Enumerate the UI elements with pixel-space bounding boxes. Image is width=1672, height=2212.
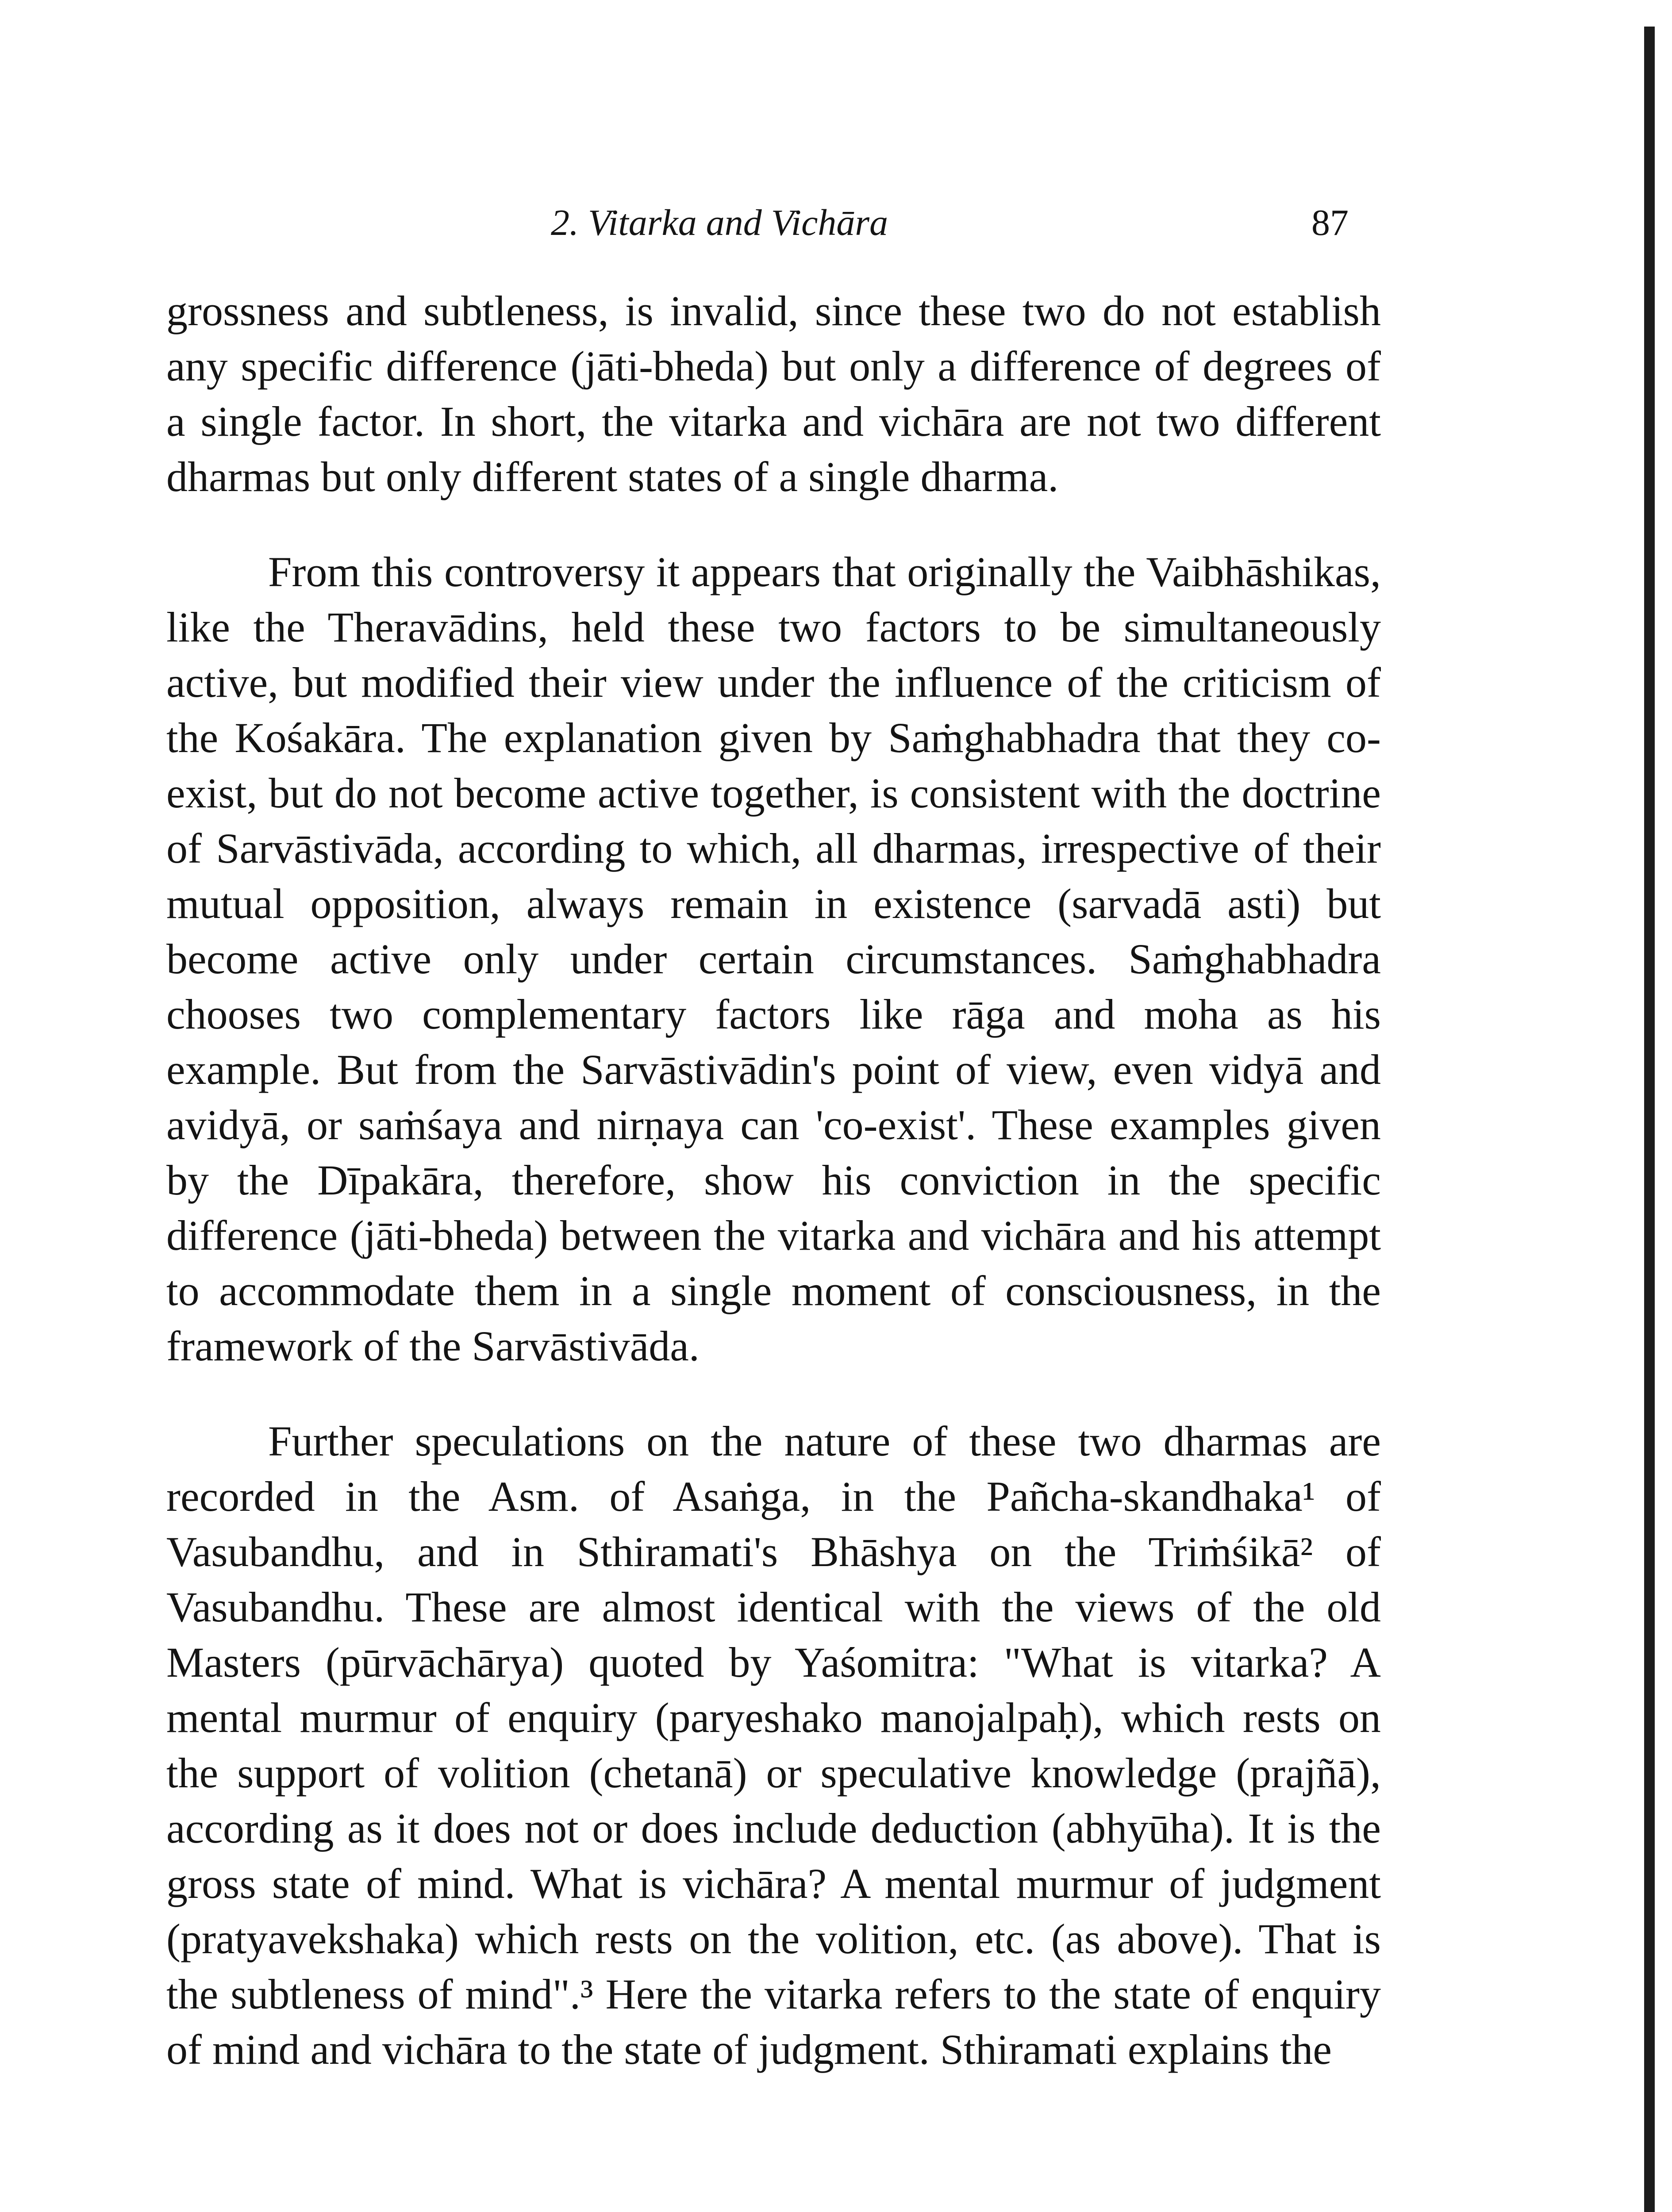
paragraph-2: From this controversy it appears that originally the Vaibhāshikas, like the Theravādins, held these two factors to be simultaneously active, but modified their view under the influence of the criticism of the Kośakāra. The explanation given by Saṁghabhadra that they co-exist, but do not become active together, is consistent with the doctrine of Sarvāstivāda, according to which, all dharmas, irrespective of their mutual opposition, always remain in existence (sarvadā asti) but become active only under certain circumstances. Saṁghabhadra chooses two complementary factors like rāga and moha as his example. But from the Sarvāstivādin's point of view, even vidyā and avidyā, or saṁśaya and nirṇaya can 'co-exist'. These examples given by the Dīpakāra, therefore, show his conviction in the specific difference (jāti-bheda) between the vitarka and vichāra and his attempt to accommodate them in a single moment of consciousness, in the framework of the Sarvāstivāda. [166,548,1381,1370]
page-border-right [1644,27,1655,2212]
paragraph-3: Further speculations on the nature of these two dharmas are recorded in the Asm. of Asaṅga, in the Pañcha-skandhaka¹ of Vasubandhu, and in Sthiramati's Bhāshya on the Triṁśikā² of Vasubandhu. These are almost identical with the views of the old Masters (pūrvāchārya) quoted by Yaśomitra: "What is vitarka? A mental murmur of enquiry (paryeshako manojalpaḥ), which rests on the support of volition (chetanā) or speculative knowledge (prajñā), according as it does not or does include deduction (abhyūha). It is the gross state of mind. What is vichāra? A mental murmur of judgment (pratyavekshaka) which rests on the volition, etc. (as above). That is the subtleness of mind".³ Here the vitarka refers to the state of enquiry of mind and vichāra to the state of judgment. Sthiramati explains the [166,1417,1381,2073]
paragraph-1: grossness and subtleness, is invalid, since these two do not establish any specific difference (jāti-bheda) but only a difference of degrees of a single factor. In short, the vitarka and vichāra are not two different dharmas but only different states of a single dharma. [166,287,1381,500]
body-text [166,283,1381,2077]
running-head: 2. Vitarka and Vichāra [551,202,888,243]
page-number: 87 [1311,202,1349,243]
